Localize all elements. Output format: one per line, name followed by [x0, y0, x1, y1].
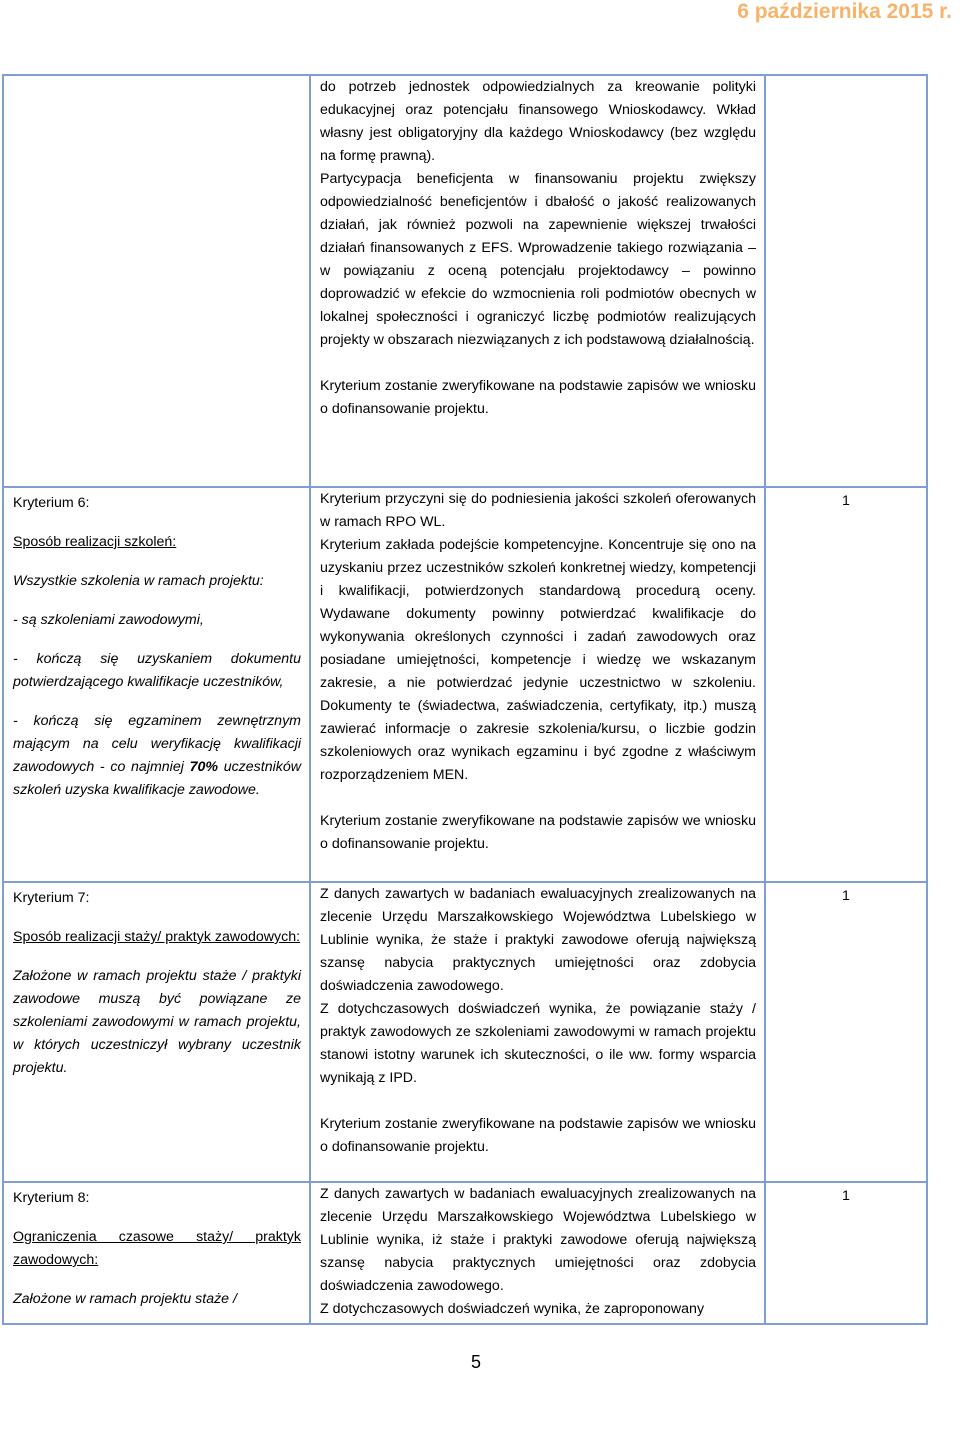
criterion-title: Kryterium 7: [13, 890, 90, 906]
page-number: 5 [470, 1352, 481, 1372]
row0-right-cell [765, 75, 927, 487]
paragraph: Kryterium przyczyni się do podniesienia jakości szkoleń oferowanych w ramach RPO WL. [320, 491, 756, 530]
paragraph: Kryterium zostanie zweryfikowane na podstawie zapisów we wniosku o dofinansowanie projektu. [320, 813, 756, 852]
table-row [3, 882, 927, 1182]
paragraph: Kryterium zostanie zweryfikowane na podstawie zapisów we wniosku o dofinansowanie projektu. [320, 1116, 756, 1155]
criteria-table [2, 74, 928, 1325]
percentage-value: 70% [189, 759, 218, 775]
paragraph: Kryterium zostanie zweryfikowane na podstawie zapisów we wniosku o dofinansowanie projektu. [320, 378, 756, 417]
criterion-title: Kryterium 6: [13, 495, 90, 511]
criterion-text: Wszystkie szkolenia w ramach projektu: [13, 573, 264, 589]
paragraph: Z danych zawartych w badaniach ewaluacyjnych zrealizowanych na zlecenie Urzędu Marszałkowskiego Województwa Lubelskiego w Lublinie wynika, iż staże i praktyki zawodowe oferują największą szansę nabycia praktycznych umiejętności oraz zdobycia doświadczenia zawodowego. [320, 1186, 756, 1294]
criterion-text [13, 710, 301, 802]
criterion-8-cell [3, 1182, 310, 1324]
criterion-8-weight: 1 [765, 1182, 927, 1324]
table-row [3, 75, 927, 487]
criterion-6-cell [3, 487, 310, 882]
paragraph: Z danych zawartych w badaniach ewaluacyjnych zrealizowanych na zlecenie Urzędu Marszałkowskiego Województwa Lubelskiego w Lublinie wynika, że staże i praktyki zawodowe oferują największą szansę nabycia praktycznych umiejętności oraz zdobycia doświadczenia zawodowego. [320, 886, 756, 994]
criterion-text: Założone w ramach projektu staże / praktyki zawodowe muszą być powiązane ze szkoleniami zawodowymi w ramach projektu, w których uczestniczył wybrany uczestnik projektu. [13, 968, 301, 1076]
criterion-subtitle: Sposób realizacji szkoleń: [13, 534, 177, 550]
criterion-title: Kryterium 8: [13, 1190, 90, 1206]
paragraph: Partycypacja beneficjenta w finansowaniu projektu zwiększy odpowiedzialność beneficjentów i dbałość o jakość realizowanych działań, jak również pozwoli na zapewnienie większej trwałości działań finansowanych z EFS. Wprowadzenie takiego rozwiązania – w powiązaniu z oceną potencjału projektodawcy – powinno doprowadzić w efekcie do wzmocnienia roli podmiotów obecnych w lokalnej społeczności i ograniczyć liczbę podmiotów realizujących projekty w obszarach niezwiązanych z ich podstawową działalnością. [320, 171, 756, 348]
criterion-text-part: uczestników szkoleń uzyska kwalifikacje zawodowe. [13, 759, 301, 798]
row0-left-cell [3, 75, 310, 487]
criterion-subtitle: Ograniczenia czasowe staży/ praktyk zawodowych: [13, 1229, 301, 1268]
paragraph: do potrzeb jednostek odpowiedzialnych za kreowanie polityki edukacyjnej oraz potencjału finansowego Wnioskodawcy. Wkład własny jest obligatoryjny dla każdego Wnioskodawcy (bez względu na formę prawną). [320, 79, 756, 164]
paragraph: Z dotychczasowych doświadczeń wynika, że powiązanie staży / praktyk zawodowych ze szkoleniami zawodowymi w ramach projektu stanowi istotny warunek ich skuteczności, o ile ww. formy wsparcia wynikają z IPD. [320, 1001, 756, 1086]
row0-justification [310, 75, 765, 487]
criterion-text: Założone w ramach projektu staże / [13, 1291, 237, 1307]
criterion-6-weight: 1 [765, 487, 927, 882]
criterion-text-part: - kończą się egzaminem zewnętrznym mającym na celu weryfikację kwalifikacji zawodowych - co najmniej [13, 713, 301, 775]
criterion-7-weight: 1 [765, 882, 927, 1182]
criterion-text: - kończą się uzyskaniem dokumentu potwierdzającego kwalifikacje uczestników, [13, 651, 301, 690]
criterion-8-justification [310, 1182, 765, 1324]
criterion-subtitle: Sposób realizacji staży/ praktyk zawodowych: [13, 929, 301, 945]
criterion-7-cell [3, 882, 310, 1182]
paragraph: Z dotychczasowych doświadczeń wynika, że zaproponowany [320, 1301, 705, 1317]
criterion-6-justification [310, 487, 765, 882]
table-row [3, 487, 927, 882]
paragraph: Kryterium zakłada podejście kompetencyjne. Koncentruje się ono na uzyskaniu przez uczestników szkoleń konkretnej wiedzy, kompetencji i kwalifikacji, potwierdzonych standardową procedurą oceny. Wydawane dokumenty powinny potwierdzać kwalifikacje do wykonywania określonych czynności i zadań zawodowych oraz posiadane umiejętności, kompetencje i wiedzę we wskazanym zakresie, a nie potwierdzać jedynie uczestnictwo w szkoleniu. Dokumenty te (świadectwa, zaświadczenia, certyfikaty, itp.) muszą zawierać informacje o zakresie szkolenia/kursu, o liczbie godzin szkoleniowych oraz wynikach egzaminu i być zgodne z właściwym rozporządzeniem MEN. [320, 537, 756, 783]
criterion-text: - są szkoleniami zawodowymi, [13, 612, 204, 628]
criterion-7-justification [310, 882, 765, 1182]
table-row [3, 1182, 927, 1324]
header-date: 6 października 2015 r. [737, 0, 952, 23]
